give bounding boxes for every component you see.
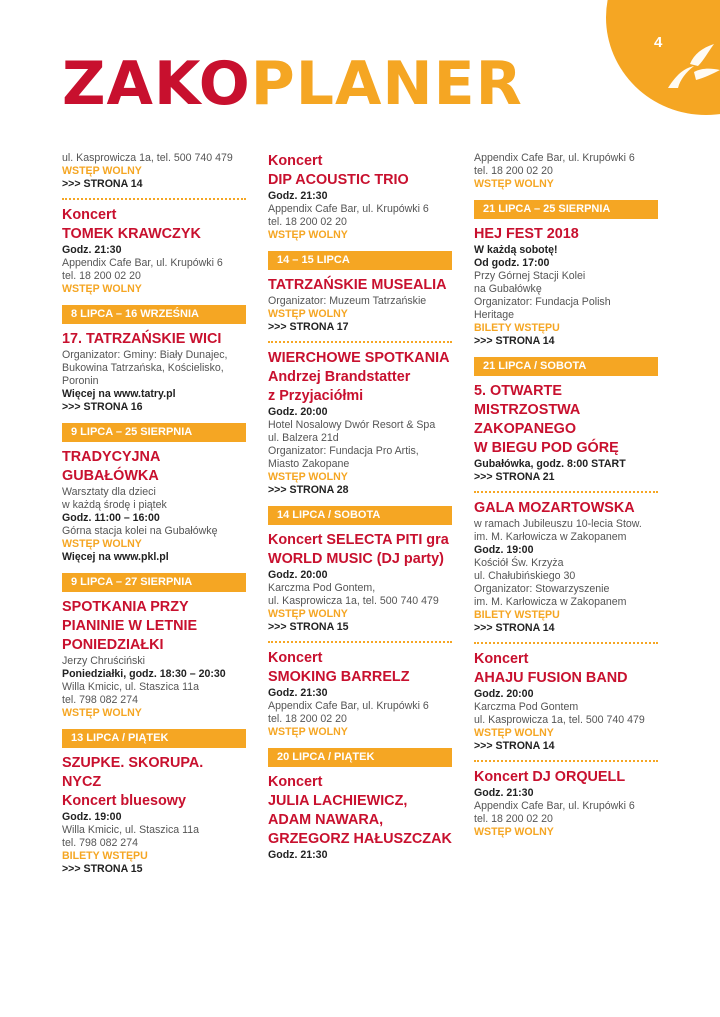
event-time: Godz. 19:00: [474, 544, 534, 556]
event-venue: Willa Kmicic, ul. Staszica 11a: [62, 824, 199, 836]
event-entry: WSTĘP WOLNY: [268, 471, 348, 483]
event-entry: WSTĘP WOLNY: [62, 538, 142, 550]
separator: [62, 198, 246, 200]
event-venue: Appendix Cafe Bar, ul. Krupówki 6: [268, 203, 429, 215]
event-entry: WSTĘP WOLNY: [268, 608, 348, 620]
page-reference: >>> STRONA 14: [474, 622, 555, 634]
event-title: Koncert SELECTA PITI gra: [268, 532, 449, 548]
date-bar: 9 LIPCA – 25 SIERPNIA: [62, 423, 246, 442]
event-entry: WSTĘP WOLNY: [62, 707, 142, 719]
event-tickets: BILETY WSTĘPU: [474, 322, 560, 334]
date-bar: 8 LIPCA – 16 WRZEŚNIA: [62, 305, 246, 324]
event-time: Godz. 20:00: [268, 569, 328, 581]
event-venue: Karczma Pod Gontem: [474, 701, 579, 713]
page-reference: >>> STRONA 14: [474, 335, 555, 347]
event-phone: tel. 18 200 02 20: [268, 216, 347, 228]
separator: [474, 642, 658, 644]
event-entry: WSTĘP WOLNY: [268, 308, 348, 320]
event-phone: tel. 798 082 274: [62, 837, 138, 849]
event-time: Godz. 11:00 – 16:00: [62, 512, 160, 524]
event-time: Godz. 21:30: [268, 687, 328, 699]
event-julia-lachiewicz: [268, 773, 452, 862]
event-title: Andrzej Brandstatter: [268, 369, 411, 385]
event-venue: Kościół Św. Krzyża: [474, 557, 564, 569]
event-title: TATRZAŃSKIE MUSEALIA: [268, 277, 447, 293]
event-venue: Hotel Nosalowy Dwór Resort & Spa: [268, 419, 436, 431]
event-time: Godz. 21:30: [268, 849, 328, 861]
column-2: [268, 152, 452, 862]
page-reference: >>> STRONA 15: [268, 621, 349, 633]
column-1: [62, 152, 246, 876]
event-time: Godz. 20:00: [268, 406, 328, 418]
event-title: WIERCHOWE SPOTKANIA: [268, 350, 450, 366]
event-title: 17. TATRZAŃSKIE WICI: [62, 331, 222, 347]
event-phone: tel. 18 200 02 20: [268, 713, 347, 725]
event-title: AHAJU FUSION BAND: [474, 670, 628, 686]
page-number: 4: [654, 34, 663, 51]
event-venue: ul. Kasprowicza 1a, tel. 500 740 479: [62, 152, 233, 164]
event-title: z Przyjaciółmi: [268, 388, 364, 404]
event-hej-fest: [474, 225, 658, 348]
event-entry: WSTĘP WOLNY: [268, 229, 348, 241]
event-title: WORLD MUSIC (DJ party): [268, 551, 444, 567]
date-bar: 14 LIPCA / SOBOTA: [268, 506, 452, 525]
event-organizer: Organizator: Fundacja Polish: [474, 296, 611, 308]
separator: [268, 641, 452, 643]
event-entry: WSTĘP WOLNY: [474, 727, 554, 739]
event-spotkania-przy-pianinie: [62, 598, 246, 720]
event-description: w każdą środę i piątek: [62, 499, 167, 511]
event-description: Warsztaty dla dzieci: [62, 486, 156, 498]
event-organizer: Poronin: [62, 375, 99, 387]
event-organizer: Heritage: [474, 309, 515, 321]
event-bieg-pod-gore: [474, 382, 658, 484]
event-time: Gubałówka, godz. 8:00 START: [474, 458, 626, 470]
event-title: GALA MOZARTOWSKA: [474, 500, 635, 516]
event-organizer: Bukowina Tatrzańska, Kościelisko,: [62, 362, 224, 374]
event-entry: WSTĘP WOLNY: [474, 826, 554, 838]
event-dj-orquell: [474, 768, 658, 839]
date-bar: 21 LIPCA – 25 SIERPNIA: [474, 200, 658, 219]
event-tatrzanskie-wici: [62, 330, 246, 414]
event-title: GUBAŁÓWKA: [62, 468, 159, 484]
separator: [474, 760, 658, 762]
page-reference: >>> STRONA 21: [474, 471, 555, 483]
event-title: DIP ACOUSTIC TRIO: [268, 172, 409, 188]
event-title: Koncert DJ ORQUELL: [474, 769, 626, 785]
event-continued: [474, 152, 658, 191]
event-tomek-krawczyk: [62, 206, 246, 296]
event-venue: Willa Kmicic, ul. Staszica 11a: [62, 681, 199, 693]
event-ahaju-fusion-band: [474, 650, 658, 753]
event-venue: na Gubałówkę: [474, 283, 542, 295]
event-title: MISTRZOSTWA: [474, 402, 581, 418]
event-title: Koncert: [268, 774, 323, 790]
date-bar: 9 LIPCA – 27 SIERPNIA: [62, 573, 246, 592]
date-bar: 20 LIPCA / PIĄTEK: [268, 748, 452, 767]
page-reference: >>> STRONA 16: [62, 401, 143, 413]
page-reference: >>> STRONA 15: [62, 863, 143, 875]
event-organizer: Organizator: Stowarzyszenie: [474, 583, 610, 595]
page-reference: >>> STRONA 17: [268, 321, 349, 333]
event-title: GRZEGORZ HAŁUSZCZAK: [268, 831, 452, 847]
event-title: W BIEGU POD GÓRĘ: [474, 440, 619, 456]
event-title: PIANINIE W LETNIE: [62, 618, 198, 634]
event-entry: WSTĘP WOLNY: [268, 726, 348, 738]
page-reference: >>> STRONA 28: [268, 484, 349, 496]
event-tickets: BILETY WSTĘPU: [474, 609, 560, 621]
event-title: ADAM NAWARA,: [268, 812, 384, 828]
event-website: Więcej na www.pkl.pl: [62, 551, 169, 563]
event-title: Koncert: [62, 207, 117, 223]
event-date-note: W każdą sobotę!: [474, 244, 558, 256]
event-time: Godz. 20:00: [474, 688, 534, 700]
event-organizer: Organizator: Gminy: Biały Dunajec,: [62, 349, 228, 361]
event-organizer: im. M. Karłowicza w Zakopanem: [474, 596, 627, 608]
event-title: PONIEDZIAŁKI: [62, 637, 164, 653]
event-phone: tel. 18 200 02 20: [62, 270, 141, 282]
event-venue: Górna stacja kolei na Gubałówkę: [62, 525, 218, 537]
event-address: ul. Kasprowicza 1a, tel. 500 740 479: [474, 714, 645, 726]
event-description: im. M. Karłowicza w Zakopanem: [474, 531, 627, 543]
event-time: Godz. 21:30: [268, 190, 328, 202]
event-venue: Appendix Cafe Bar, ul. Krupówki 6: [62, 257, 223, 269]
logo-part-orange: PLANER: [250, 49, 523, 119]
event-tradycyjna-gubalowka: [62, 448, 246, 564]
zakoplaner-logo: [62, 48, 523, 120]
event-website: Więcej na www.tatry.pl: [62, 388, 176, 400]
page-reference: >>> STRONA 14: [474, 740, 555, 752]
event-venue: Appendix Cafe Bar, ul. Krupówki 6: [474, 152, 635, 164]
event-entry: WSTĘP WOLNY: [62, 283, 142, 295]
event-phone: tel. 798 082 274: [62, 694, 138, 706]
event-smoking-barrelz: [268, 649, 452, 739]
event-organizer: Organizator: Muzeum Tatrzańskie: [268, 295, 427, 307]
event-title: Koncert: [268, 650, 323, 666]
event-venue: Karczma Pod Gontem,: [268, 582, 376, 594]
event-title: JULIA LACHIEWICZ,: [268, 793, 408, 809]
event-title: Koncert: [474, 651, 529, 667]
event-title: 5. OTWARTE: [474, 383, 562, 399]
event-time: Poniedziałki, godz. 18:30 – 20:30: [62, 668, 226, 680]
event-title: SZUPKE. SKORUPA. NYCZ: [62, 755, 204, 790]
event-title: TRADYCYJNA: [62, 449, 161, 465]
event-time: Godz. 19:00: [62, 811, 122, 823]
event-title: TOMEK KRAWCZYK: [62, 226, 201, 242]
date-bar: 14 – 15 LIPCA: [268, 251, 452, 270]
mountain-leaf-icon: [664, 42, 720, 90]
event-phone: tel. 18 200 02 20: [474, 165, 553, 177]
event-time: Godz. 21:30: [62, 244, 122, 256]
event-venue: Przy Górnej Stacji Kolei: [474, 270, 586, 282]
event-selecta-piti: [268, 531, 452, 634]
event-wierchowe-spotkania: [268, 349, 452, 497]
event-organizer: Organizator: Fundacja Pro Artis,: [268, 445, 419, 457]
logo-part-red: ZAKO: [62, 49, 251, 119]
separator: [268, 341, 452, 343]
page-reference: >>> STRONA 14: [62, 178, 143, 190]
event-time: Godz. 21:30: [474, 787, 534, 799]
event-entry: WSTĘP WOLNY: [474, 178, 554, 190]
event-gala-mozartowska: [474, 499, 658, 635]
event-tatrzanskie-musealia: [268, 276, 452, 334]
event-title: Koncert: [268, 153, 323, 169]
event-title: HEJ FEST 2018: [474, 226, 579, 242]
event-phone: tel. 18 200 02 20: [474, 813, 553, 825]
event-tickets: BILETY WSTĘPU: [62, 850, 148, 862]
column-3: [474, 152, 658, 839]
event-address: ul. Kasprowicza 1a, tel. 500 740 479: [268, 595, 439, 607]
event-venue: Appendix Cafe Bar, ul. Krupówki 6: [268, 700, 429, 712]
event-description: w ramach Jubileuszu 10-lecia Stow.: [474, 518, 642, 530]
event-continued: [62, 152, 246, 191]
event-address: ul. Balzera 21d: [268, 432, 339, 444]
event-address: ul. Chałubińskiego 30: [474, 570, 576, 582]
event-title: SPOTKANIA PRZY: [62, 599, 189, 615]
event-title: ZAKOPANEGO: [474, 421, 577, 437]
event-performer: Jerzy Chruściński: [62, 655, 146, 667]
event-dip-acoustic-trio: [268, 152, 452, 242]
event-organizer: Miasto Zakopane: [268, 458, 350, 470]
separator: [474, 491, 658, 493]
event-title: Koncert bluesowy: [62, 793, 186, 809]
event-time: Od godz. 17:00: [474, 257, 550, 269]
event-entry: WSTĘP WOLNY: [62, 165, 142, 177]
event-venue: Appendix Cafe Bar, ul. Krupówki 6: [474, 800, 635, 812]
event-title: SMOKING BARRELZ: [268, 669, 410, 685]
date-bar: 13 LIPCA / PIĄTEK: [62, 729, 246, 748]
event-szupke-skorupa-nycz: [62, 754, 246, 876]
date-bar: 21 LIPCA / SOBOTA: [474, 357, 658, 376]
